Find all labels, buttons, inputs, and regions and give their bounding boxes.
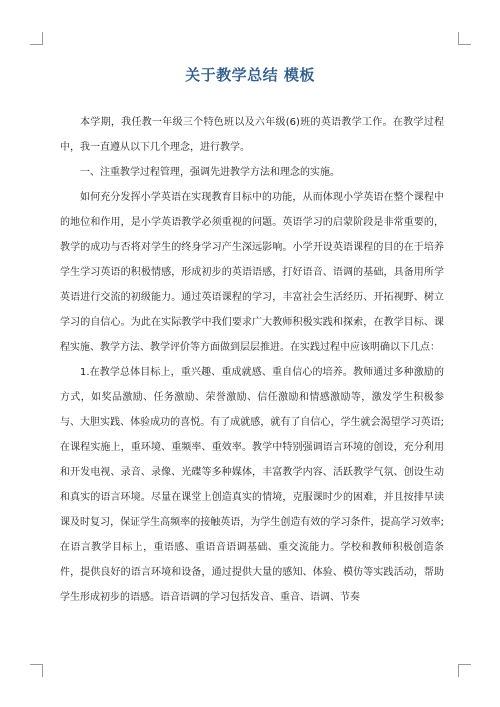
paragraph-intro: 本学期，我任教一年级三个特色班以及六年级(6)班的英语教学工作。在教学过程中，我一直遵从以下几个理念，进行教学。: [60, 117, 444, 153]
crop-mark-bottom-right: [458, 664, 471, 677]
crop-mark-bottom-left: [30, 664, 43, 677]
paragraph-point-one: 1.在教学总体目标上，重兴趣、重成就感、重自信心的培养。教师通过多种激励的方式，如奖品激励、任务激励、荣誉激励、信任激励和情感激励等，激发学生积极参与、大胆实践、体验成功的喜悦。有了成就感，就有了自信心，学生就会渴望学习英语;在课程实施上，重环境、重频率、重效率。教学中特别强调语言环境的创设，充分利用和开发电视、录音、录像、光碟等多种媒体，丰富教学内容、活跃教学气氛、创设生动和真实的语言环境。尽量在课堂上创造真实的情境，克服课时少的困难，并且按排早读课及时复习，保证学生高频率的接触英语，为学生创造有效的学习条件，提高学习效率;在语言教学目标上，重语感、重语音语调基础、重交流能力。学校和教师积极创造条件，提供良好的语言环境和设备，通过提供大量的感知、体验、模仿等实践活动，帮助学生形成初步的语感。语音语调的学习包括发音、重音、语调、节奏: [60, 367, 444, 603]
document-body: [60, 110, 444, 610]
crop-mark-top-left: [30, 32, 43, 45]
paragraph-purpose: 如何充分发挥小学英语在实现教育目标中的功能，从而体现小学英语在整个课程中的地位和作用，是小学英语教学必须重视的问题。英语学习的启蒙阶段是非常重要的，教学的成功与否将对学生的终身学习产生深远影响。小学开设英语课程的目的在于培养学生学习英语的积极情感，形成初步的英语语感，打好语音、语调的基础，具备用所学英语进行交流的初级能力。通过英语课程的学习，丰富社会生活经历、开拓视野、树立学习的自信心。为此在实际教学中我们要求广大教师积极实践和探索，在教学目标、课程实施、教学方法、教学评价等方面做到层层推进。在实践过程中应该明确以下几点：: [60, 192, 444, 353]
crop-mark-top-right: [458, 32, 471, 45]
document-title: 关于教学总结 模板: [185, 66, 315, 84]
paragraph-heading-one: 一、注重教学过程管理，强调先进教学方法和理念的实施。: [80, 167, 340, 178]
